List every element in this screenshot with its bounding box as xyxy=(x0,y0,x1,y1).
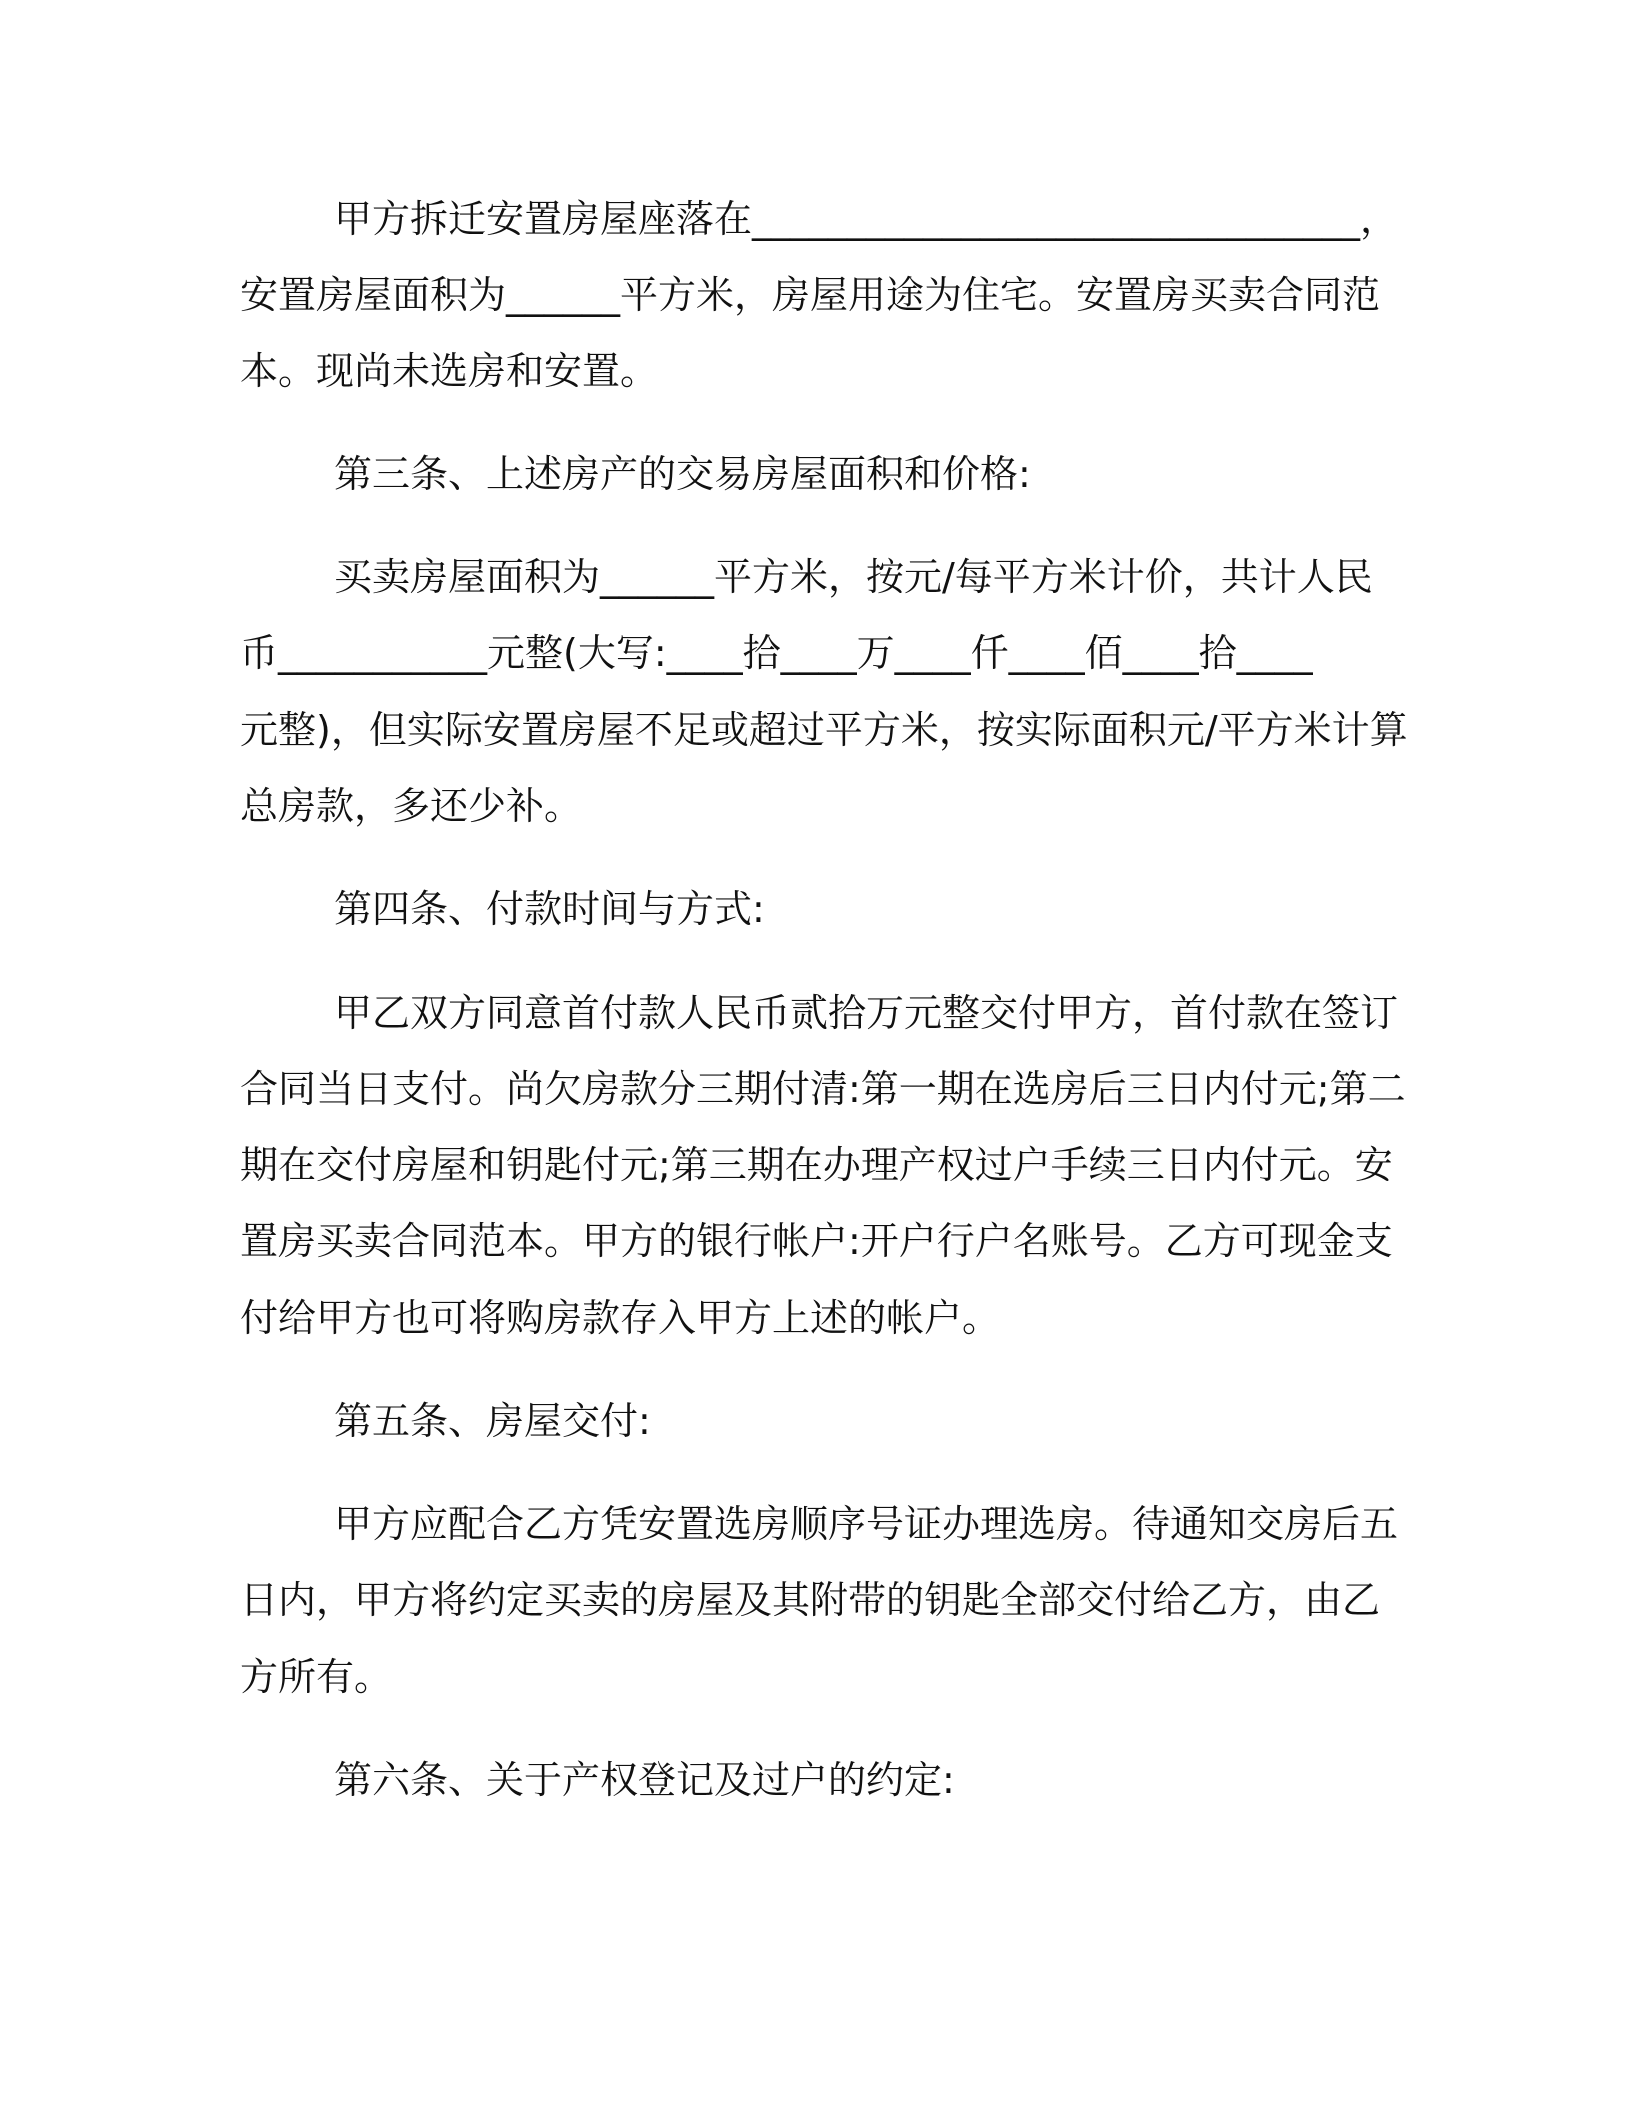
paragraph-line: 甲乙双方同意首付款人民币贰拾万元整交付甲方，首付款在签订 xyxy=(334,991,1399,1035)
section-heading: 第六条、关于产权登记及过户的约定: xyxy=(334,1758,955,1802)
paragraph-line: 币___________元整(大写:____拾____万____仟____佰____拾____ xyxy=(240,631,1313,675)
paragraph-line: 安置房屋面积为______平方米，房屋用途为住宅。安置房买卖合同范 xyxy=(240,273,1381,317)
paragraph-line: 方所有。 xyxy=(240,1655,393,1699)
section-heading: 第四条、付款时间与方式: xyxy=(334,887,765,931)
paragraph-line: 付给甲方也可将购房款存入甲方上述的帐户。 xyxy=(240,1296,1001,1340)
paragraph-line: 甲方应配合乙方凭安置选房顺序号证办理选房。待通知交房后五 xyxy=(334,1502,1399,1546)
paragraph-line: 甲方拆迁安置房屋座落在________________________________， xyxy=(334,197,1399,241)
paragraph-line: 置房买卖合同范本。甲方的银行帐户:开户行户名账号。乙方可现金支 xyxy=(240,1219,1393,1263)
section-heading: 第三条、上述房产的交易房屋面积和价格: xyxy=(334,452,1031,496)
paragraph-line: 期在交付房屋和钥匙付元;第三期在办理产权过户手续三日内付元。安 xyxy=(240,1143,1393,1187)
paragraph-line: 日内，甲方将约定买卖的房屋及其附带的钥匙全部交付给乙方，由乙 xyxy=(240,1578,1381,1622)
paragraph-line: 合同当日支付。尚欠房款分三期付清:第一期在选房后三日内付元;第二 xyxy=(240,1067,1406,1111)
paragraph-line: 元整)，但实际安置房屋不足或超过平方米，按实际面积元/平方米计算 xyxy=(240,708,1408,752)
paragraph-line: 总房款，多还少补。 xyxy=(240,784,583,828)
paragraph-line: 本。现尚未选房和安置。 xyxy=(240,349,659,393)
paragraph-line: 买卖房屋面积为______平方米，按元/每平方米计价，共计人民 xyxy=(334,555,1373,599)
section-heading: 第五条、房屋交付: xyxy=(334,1399,651,1443)
